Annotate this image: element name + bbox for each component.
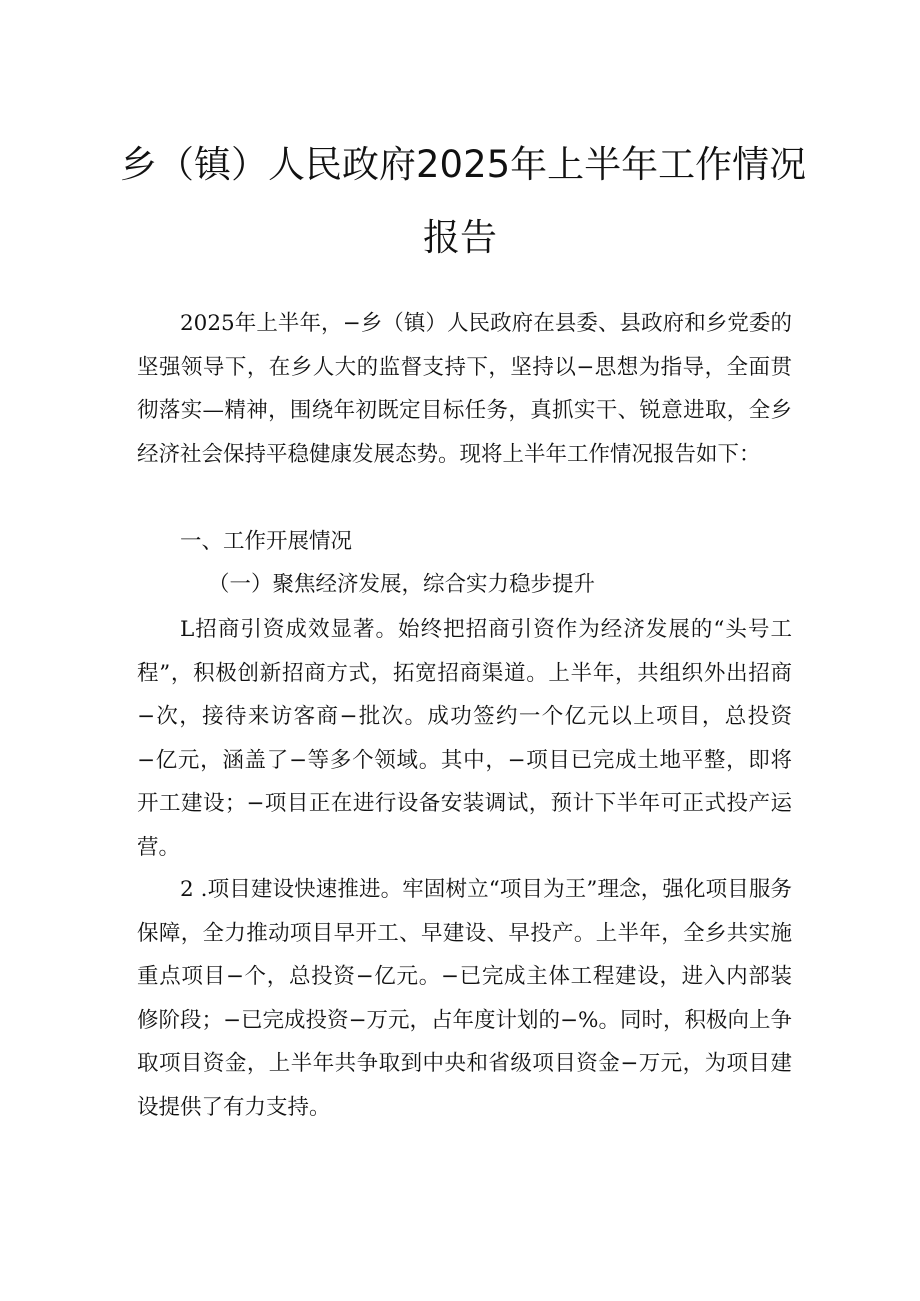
document-title: 乡（镇）人民政府2025年上半年工作情况 bbox=[120, 143, 807, 186]
section-heading: 一、工作开展情况 bbox=[180, 529, 353, 554]
document-title-continued: 报告 bbox=[423, 216, 497, 259]
subsection-heading: （一）聚焦经济发展，综合实力稳步提升 bbox=[208, 572, 596, 597]
item-paragraph-projects: 2 .项目建设快速推进。牢固树立“项目为王”理念，强化项目服务保障，全力推动项目早开工、早建设、早投产。上半年，全乡共实施重点项目−个，总投资−亿元。−已完成主体工程建设，进入内部装修阶段；−已完成投资−万元，占年度计划的−%。同时，积极向上争取项目资金，上半年共争取到中央和省级项目资金−万元，为项目建设提供了有力支持。 bbox=[137, 877, 792, 1120]
item-paragraph-investment: L招商引资成效显著。始终把招商引资作为经济发展的“头号工程”，积极创新招商方式，拓宽招商渠道。上半年，共组织外出招商−次，接待来访客商−批次。成功签约一个亿元以上项目，总投资−亿元，涵盖了−等多个领域。其中，−项目已完成土地平整，即将开工建设；−项目正在进行设备安装调试，预计下半年可正式投产运营。 bbox=[137, 617, 792, 860]
intro-paragraph: 2025年上半年，−乡（镇）人民政府在县委、县政府和乡党委的坚强领导下，在乡人大的监督支持下，坚持以−思想为指导，全面贯彻落实—精神，围绕年初既定目标任务，真抓实干、锐意进取，全乡经济社会保持平稳健康发展态势。现将上半年工作情况报告如下： bbox=[137, 311, 792, 467]
